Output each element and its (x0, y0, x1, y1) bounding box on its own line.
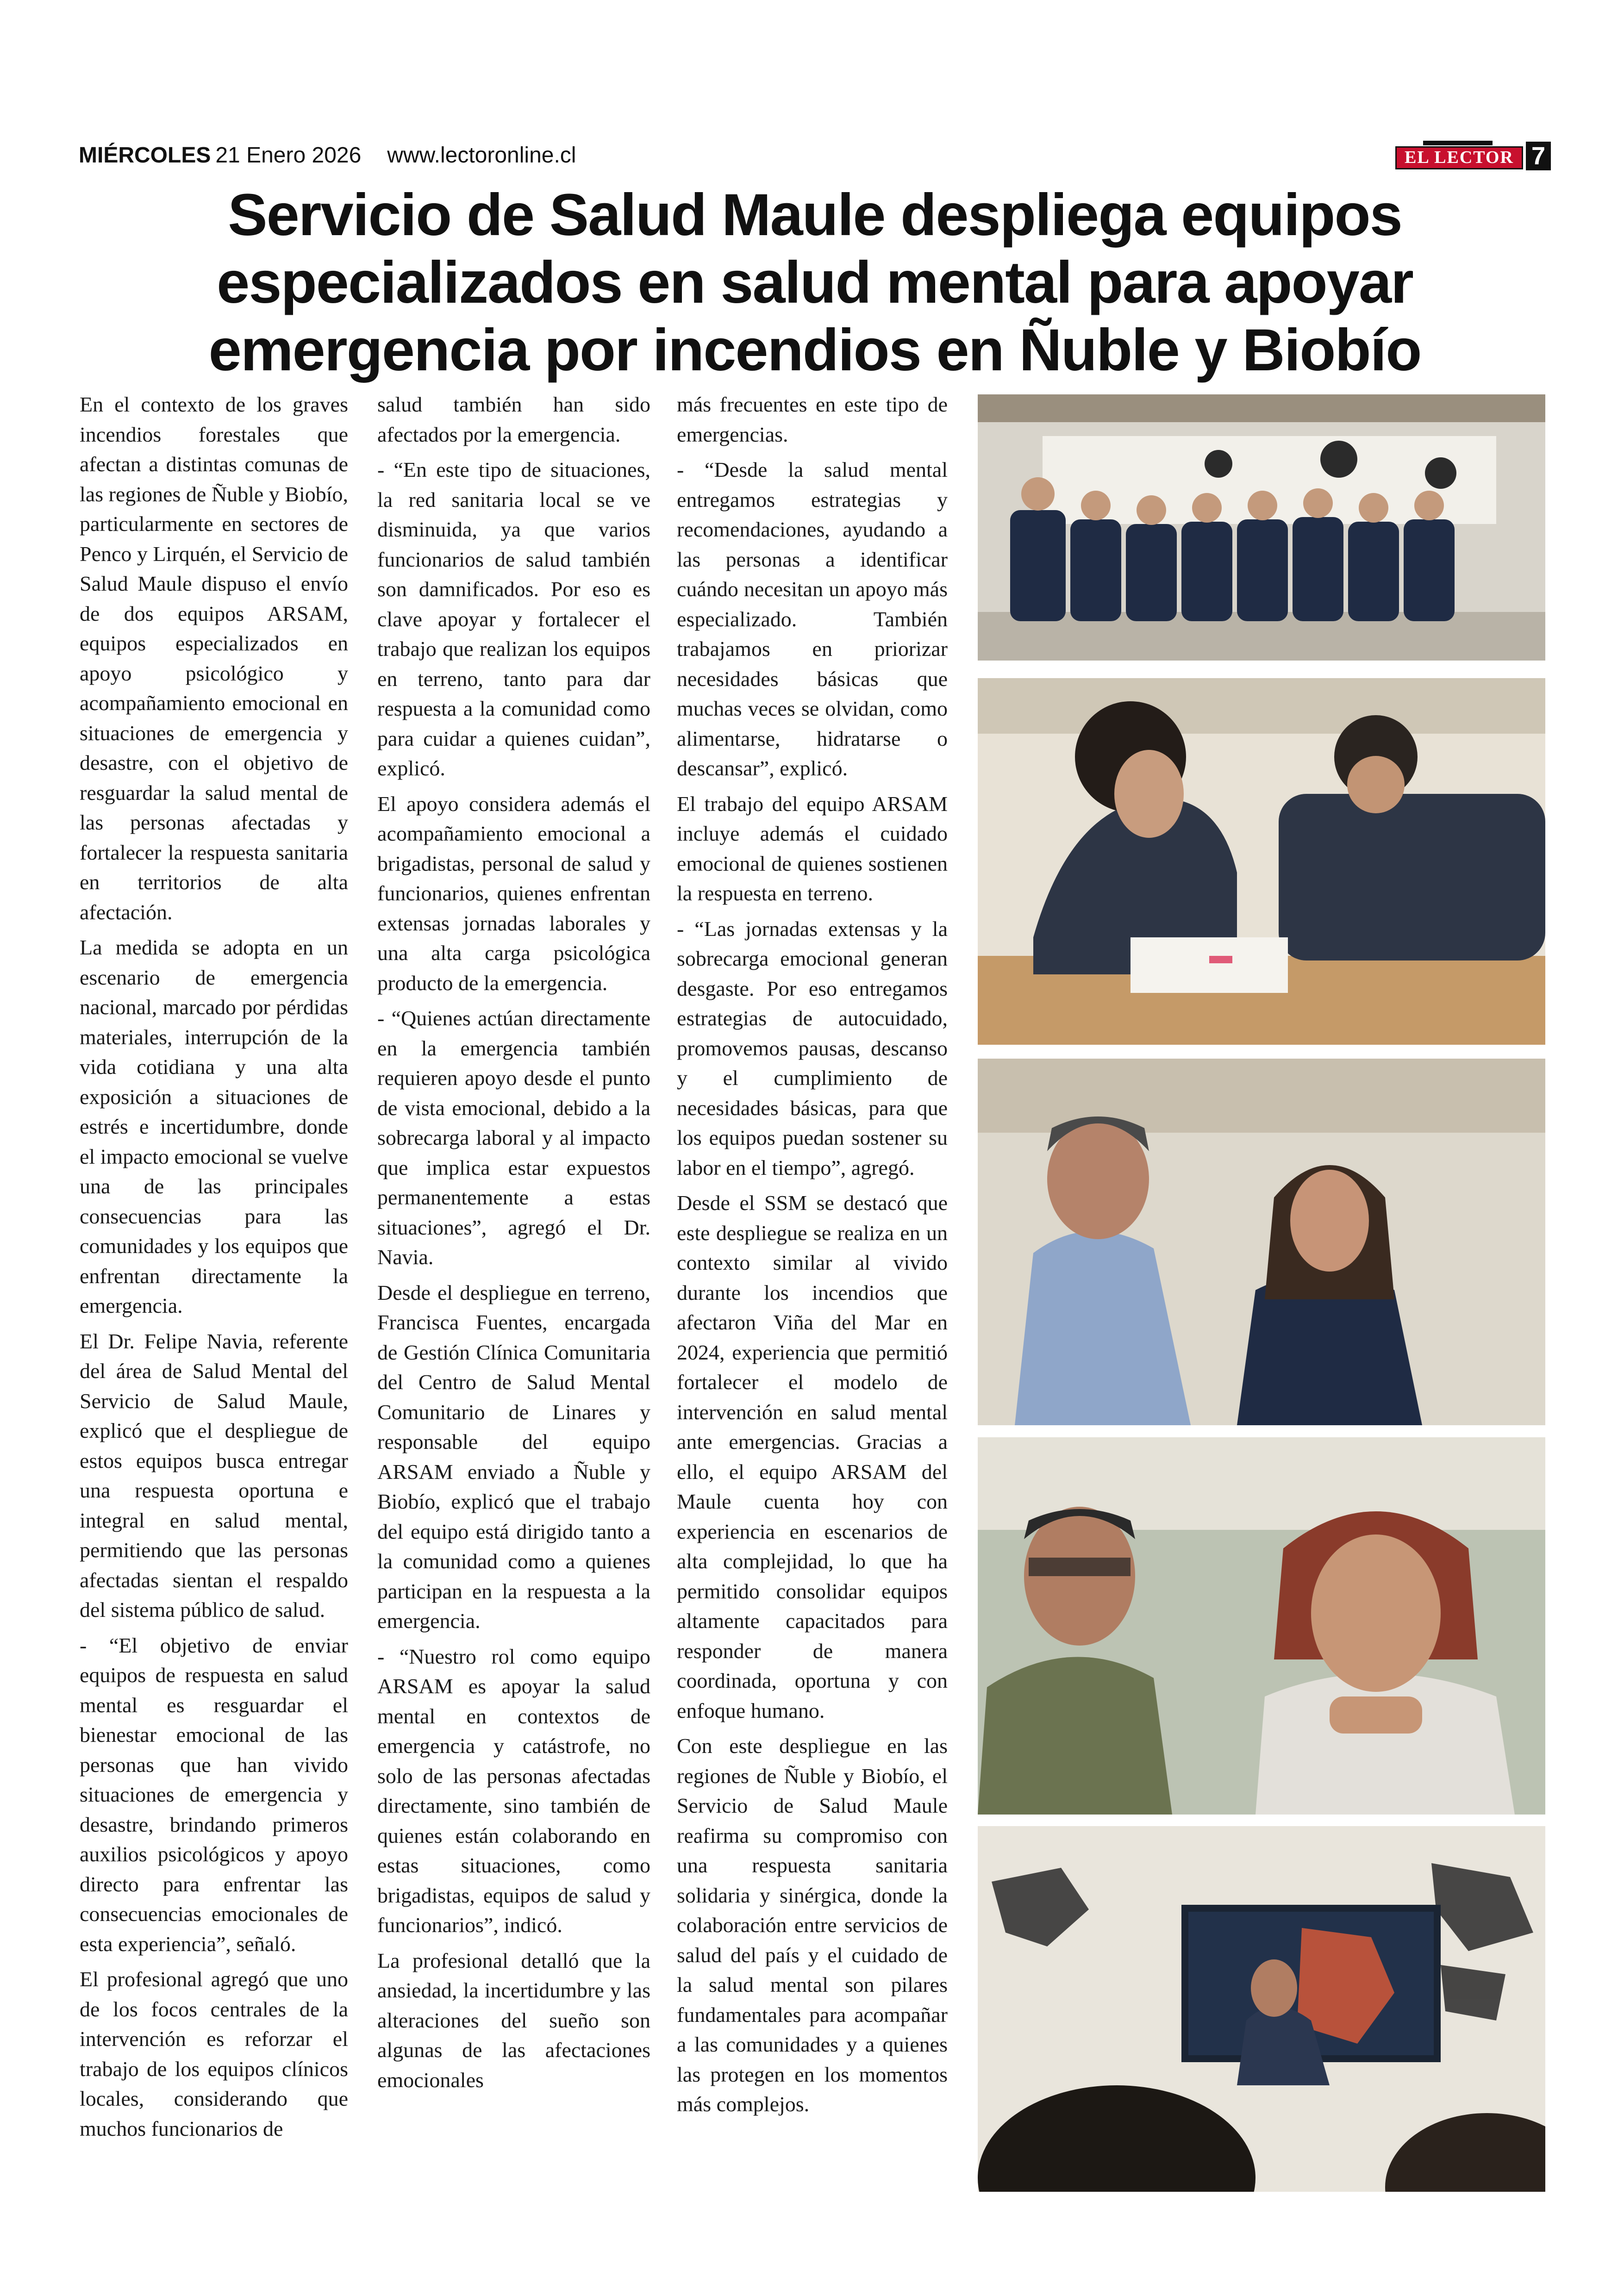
logo-cap-bar (1423, 141, 1493, 145)
paragraph: salud también han sido afectados por la emergencia. (377, 393, 650, 446)
paragraph: La profesional detalló que la ansiedad, la incertidumbre y las alteraciones del sueño son algunas de las afectaciones emocionales (377, 1948, 650, 2092)
paragraph: El profesional agregó que uno de los focos centrales de la intervención es reforzar el trabajo de los equipos clínicos locales, considerando que muchos funcionarios de (80, 1967, 348, 2140)
header-dateline (79, 143, 576, 168)
paragraph: - “Quienes actúan directamente en la emergencia también requieren apoyo desde el punto de vista emocional, debido a la sobrecarga laboral y al impacto que implica estar expuestos permanentemente a estas situaciones”, agregó el Dr. Navia. (377, 1006, 650, 1269)
el-lector-logo (1395, 141, 1523, 169)
article-column-1 (80, 390, 348, 2149)
header-date: 21 Enero 2026 (215, 143, 362, 168)
paragraph: Con este despliegue en las regiones de Ñuble y Biobío, el Servicio de Salud Maule reafirma su compromiso con una respuesta sanitaria solidaria y sinérgica, donde la colaboración entre servicios de salud del país y el cuidado de la salud mental son pilares fundamentales para acompañar a las comunidades y a quienes las protegen en los momentos más complejos. (677, 1734, 948, 2116)
logo-text: EL LECTOR (1405, 148, 1514, 167)
paragraph: más frecuentes en este tipo de emergencias. (677, 393, 948, 446)
paragraph: El trabajo del equipo ARSAM incluye además el cuidado emocional de quienes sostienen la respuesta en terreno. (677, 792, 948, 905)
page-number: 7 (1526, 142, 1551, 170)
paragraph: Desde el despliegue en terreno, Francisca Fuentes, encargada de Gestión Clínica Comunitaria del Centro de Salud Mental Comunitario de Linares y responsable del equipo ARSAM enviado a Ñuble y Biobío, explicó que el trabajo del equipo está dirigido tanto a la comunidad como a quienes participan en la respuesta a la emergencia. (377, 1280, 650, 1633)
paragraph: - “En este tipo de situaciones, la red sanitaria local se ve disminuida, ya que varios funcionarios de salud también son damnificados. Por eso es clave apoyar y fortalecer el trabajo que realizan los equipos en terreno, tanto para dar respuesta a la comunidad como para cuidar a quienes cuidan”, explicó. (377, 458, 650, 780)
paragraph: El apoyo considera además el acompañamiento emocional a brigadistas, personal de salud y funcionarios, quienes enfrentan extensas jornadas laborales y una alta carga psicológica producto de la emergencia. (377, 792, 650, 995)
paragraph: - “Las jornadas extensas y la sobrecarga emocional generan desgaste. Por eso entregamos estrategias de autocuidado, promovemos pausas, descanso y el cumplimiento de necesidades básicas, para que los equipos puedan sostener su labor en el tiempo”, agregó. (677, 917, 948, 1179)
paragraph: En el contexto de los graves incendios forestales que afectan a distintas comunas de las regiones de Ñuble y Biobío, particularmente en sectores de Penco y Lirquén, el Servicio de Salud Maule dispuso el envío de dos equipos ARSAM, equipos especializados en apoyo psicológico y acompañamiento emocional en situaciones de emergencia y desastre, con el objetivo de resguardar la salud mental de las personas afectadas y fortalecer la respuesta sanitaria en territorios de alta afectación. (80, 393, 349, 924)
photo-listening-participants (978, 1437, 1545, 1815)
photo-woman-writing (978, 678, 1545, 1045)
paragraph: - “El objetivo de enviar equipos de respuesta en salud mental es resguardar el bienestar emocional de las personas que han vivido situaciones de emergencia y desastre, brindando primeros auxilios psicológicos y apoyo directo para enfrentar las consecuencias emocionales de esta experiencia”, señaló. (80, 1633, 348, 1956)
article-column-3 (677, 390, 948, 2125)
paragraph: La medida se adopta en un escenario de emergencia nacional, marcado por pérdidas materiales, interrupción de la vida cotidiana y una alta exposición a situaciones de estrés e incertidumbre, donde el impacto emocional se vuelve una de las principales consecuencias para las comunidades y los equipos que enfrentan directamente la emergencia. (80, 935, 348, 1317)
paragraph: - “Nuestro rol como equipo ARSAM es apoyar la salud mental en contextos de emergencia y catástrofe, no solo de las personas afectadas directamente, sino también de quienes están colaborando en estas situaciones, como brigadistas, equipos de salud y funcionarios”, indicó. (377, 1644, 650, 1937)
header-day: MIÉRCOLES (79, 143, 211, 168)
article-headline: Servicio de Salud Maule despliega equipos especializados en salud mental para apoyar emergencia por incendios en Ñuble y Biobío (208, 182, 1421, 383)
photo-team-group (978, 394, 1545, 661)
header-url[interactable]: www.lectoronline.cl (387, 143, 576, 168)
photo-presentation-screen (978, 1826, 1545, 2192)
page-header (79, 139, 1551, 172)
photo-meeting-participants (978, 1059, 1545, 1425)
paragraph: El Dr. Felipe Navia, referente del área de Salud Mental del Servicio de Salud Maule, explicó que el despliegue de estos equipos busca entregar una respuesta oportuna e integral en salud mental, permitiendo que las personas afectadas sientan el respaldo del sistema público de salud. (80, 1329, 348, 1621)
paragraph: - “Desde la salud mental entregamos estrategias y recomendaciones, ayudando a las personas a identificar cuándo necesitan un apoyo más especializado. También trabajamos en priorizar necesidades básicas que muchas veces se olvidan, como alimentarse, hidratarse o descansar”, explicó. (677, 458, 948, 780)
article-column-2 (377, 390, 650, 2101)
paragraph: Desde el SSM se destacó que este despliegue se realiza en un contexto similar al vivido durante los incendios que afectaron Viña del Mar en 2024, experiencia que permitió fortalecer el modelo de intervención en salud mental ante emergencias. Gracias a ello, el equipo ARSAM del Maule cuenta hoy con experiencia en escenarios de alta complejidad, lo que ha permitido consolidar equipos altamente capacitados para responder de manera coordinada, oportuna y con enfoque humano. (677, 1191, 948, 1722)
